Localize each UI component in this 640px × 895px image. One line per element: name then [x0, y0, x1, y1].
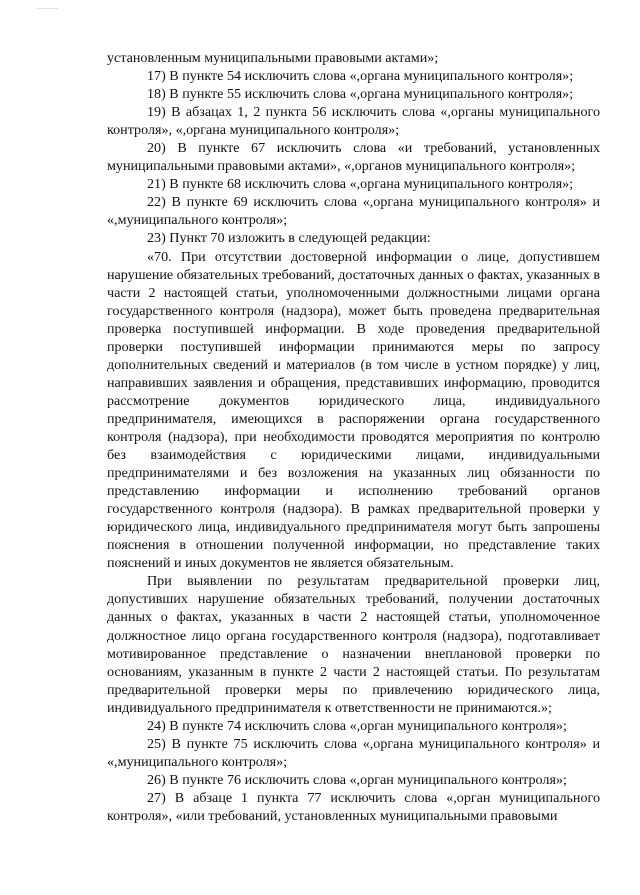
paragraph-item-26: 26) В пункте 76 исключить слова «,орган муниципального контроля»;: [147, 771, 567, 788]
document-body: [107, 49, 600, 825]
paragraph-continuation: установленным муниципальными правовыми актами»;: [107, 50, 439, 66]
paragraph-item-22: 22) В пункте 69 исключить слова «,органа муниципального контроля» и «,муниципального контроля»;: [107, 194, 600, 229]
scan-artifact: [36, 8, 58, 17]
paragraph-point-70: «70. При отсутствии достоверной информации о лице, допустившем нарушение обязательных требований, достаточных данных о фактах, указанных в части 2 настоящей статьи, уполномоченными должностными лицами органа государственного контроля (надзора), может быть проведена предварительная проверка поступившей информации. В ходе проведения предварительной проверки поступившей информации принимаются меры по запросу дополнительных сведений и материалов (в том числе в устном порядке) у лиц, направивших заявления и обращения, представивших информацию, проводится рассмотрение документов юридического лица, индивидуального предпринимателя, имеющихся в распоряжении органа государственного контроля (надзора), при необходимости проводятся мероприятия по контролю без взаимодействия с юридическими лицами, индивидуальными предпринимателями и без возложения на указанных лиц обязанности по представлению информации и исполнению требований органов государственного контроля (надзора). В рамках предварительной проверки у юридического лица, индивидуального предпринимателя могут быть запрошены пояснения в отношении полученной информации, но представление таких пояснений и иных документов не является обязательным.: [107, 248, 600, 572]
paragraph-item-19: 19) В абзацах 1, 2 пункта 56 исключить слова «,органы муниципального контроля», «,органа муниципального контроля»;: [107, 104, 600, 139]
paragraph-item-21: 21) В пункте 68 исключить слова «,органа муниципального контроля»;: [147, 176, 574, 193]
paragraph-item-18: 18) В пункте 55 исключить слова «,органа муниципального контроля»;: [147, 86, 574, 103]
paragraph-point-70-part-2: При выявлении по результатам предварительной проверки лиц, допустивших нарушение обязательных требований, получении достаточных данных о фактах, указанных в части 2 настоящей статьи, уполномоченное должностное лицо органа государственного контроля (надзора), подготавливает мотивированное представление о назначении внеплановой проверки по основаниям, указанным в пункте 2 части 2 настоящей статьи. По результатам предварительной проверки меры по привлечению юридического лица, индивидуального предпринимателя к ответственности не принимаются.»;: [107, 573, 600, 716]
paragraph-item-20: 20) В пункте 67 исключить слова «и требований, установленных муниципальными правовыми актами», «,органов муниципального контроля»;: [107, 140, 600, 175]
paragraph-item-24: 24) В пункте 74 исключить слова «,орган муниципального контроля»;: [147, 717, 567, 734]
paragraph-item-27: 27) В абзаце 1 пункта 77 исключить слова «,орган муниципального контроля», «или требований, установленных муниципальными правовыми: [107, 789, 600, 824]
paragraph-item-25: 25) В пункте 75 исключить слова «,органа муниципального контроля» и «,муниципального контроля»;: [107, 735, 600, 770]
paragraph-item-23: 23) Пункт 70 изложить в следующей редакции:: [147, 230, 431, 247]
paragraph-item-17: 17) В пункте 54 исключить слова «,органа муниципального контроля»;: [147, 68, 574, 85]
